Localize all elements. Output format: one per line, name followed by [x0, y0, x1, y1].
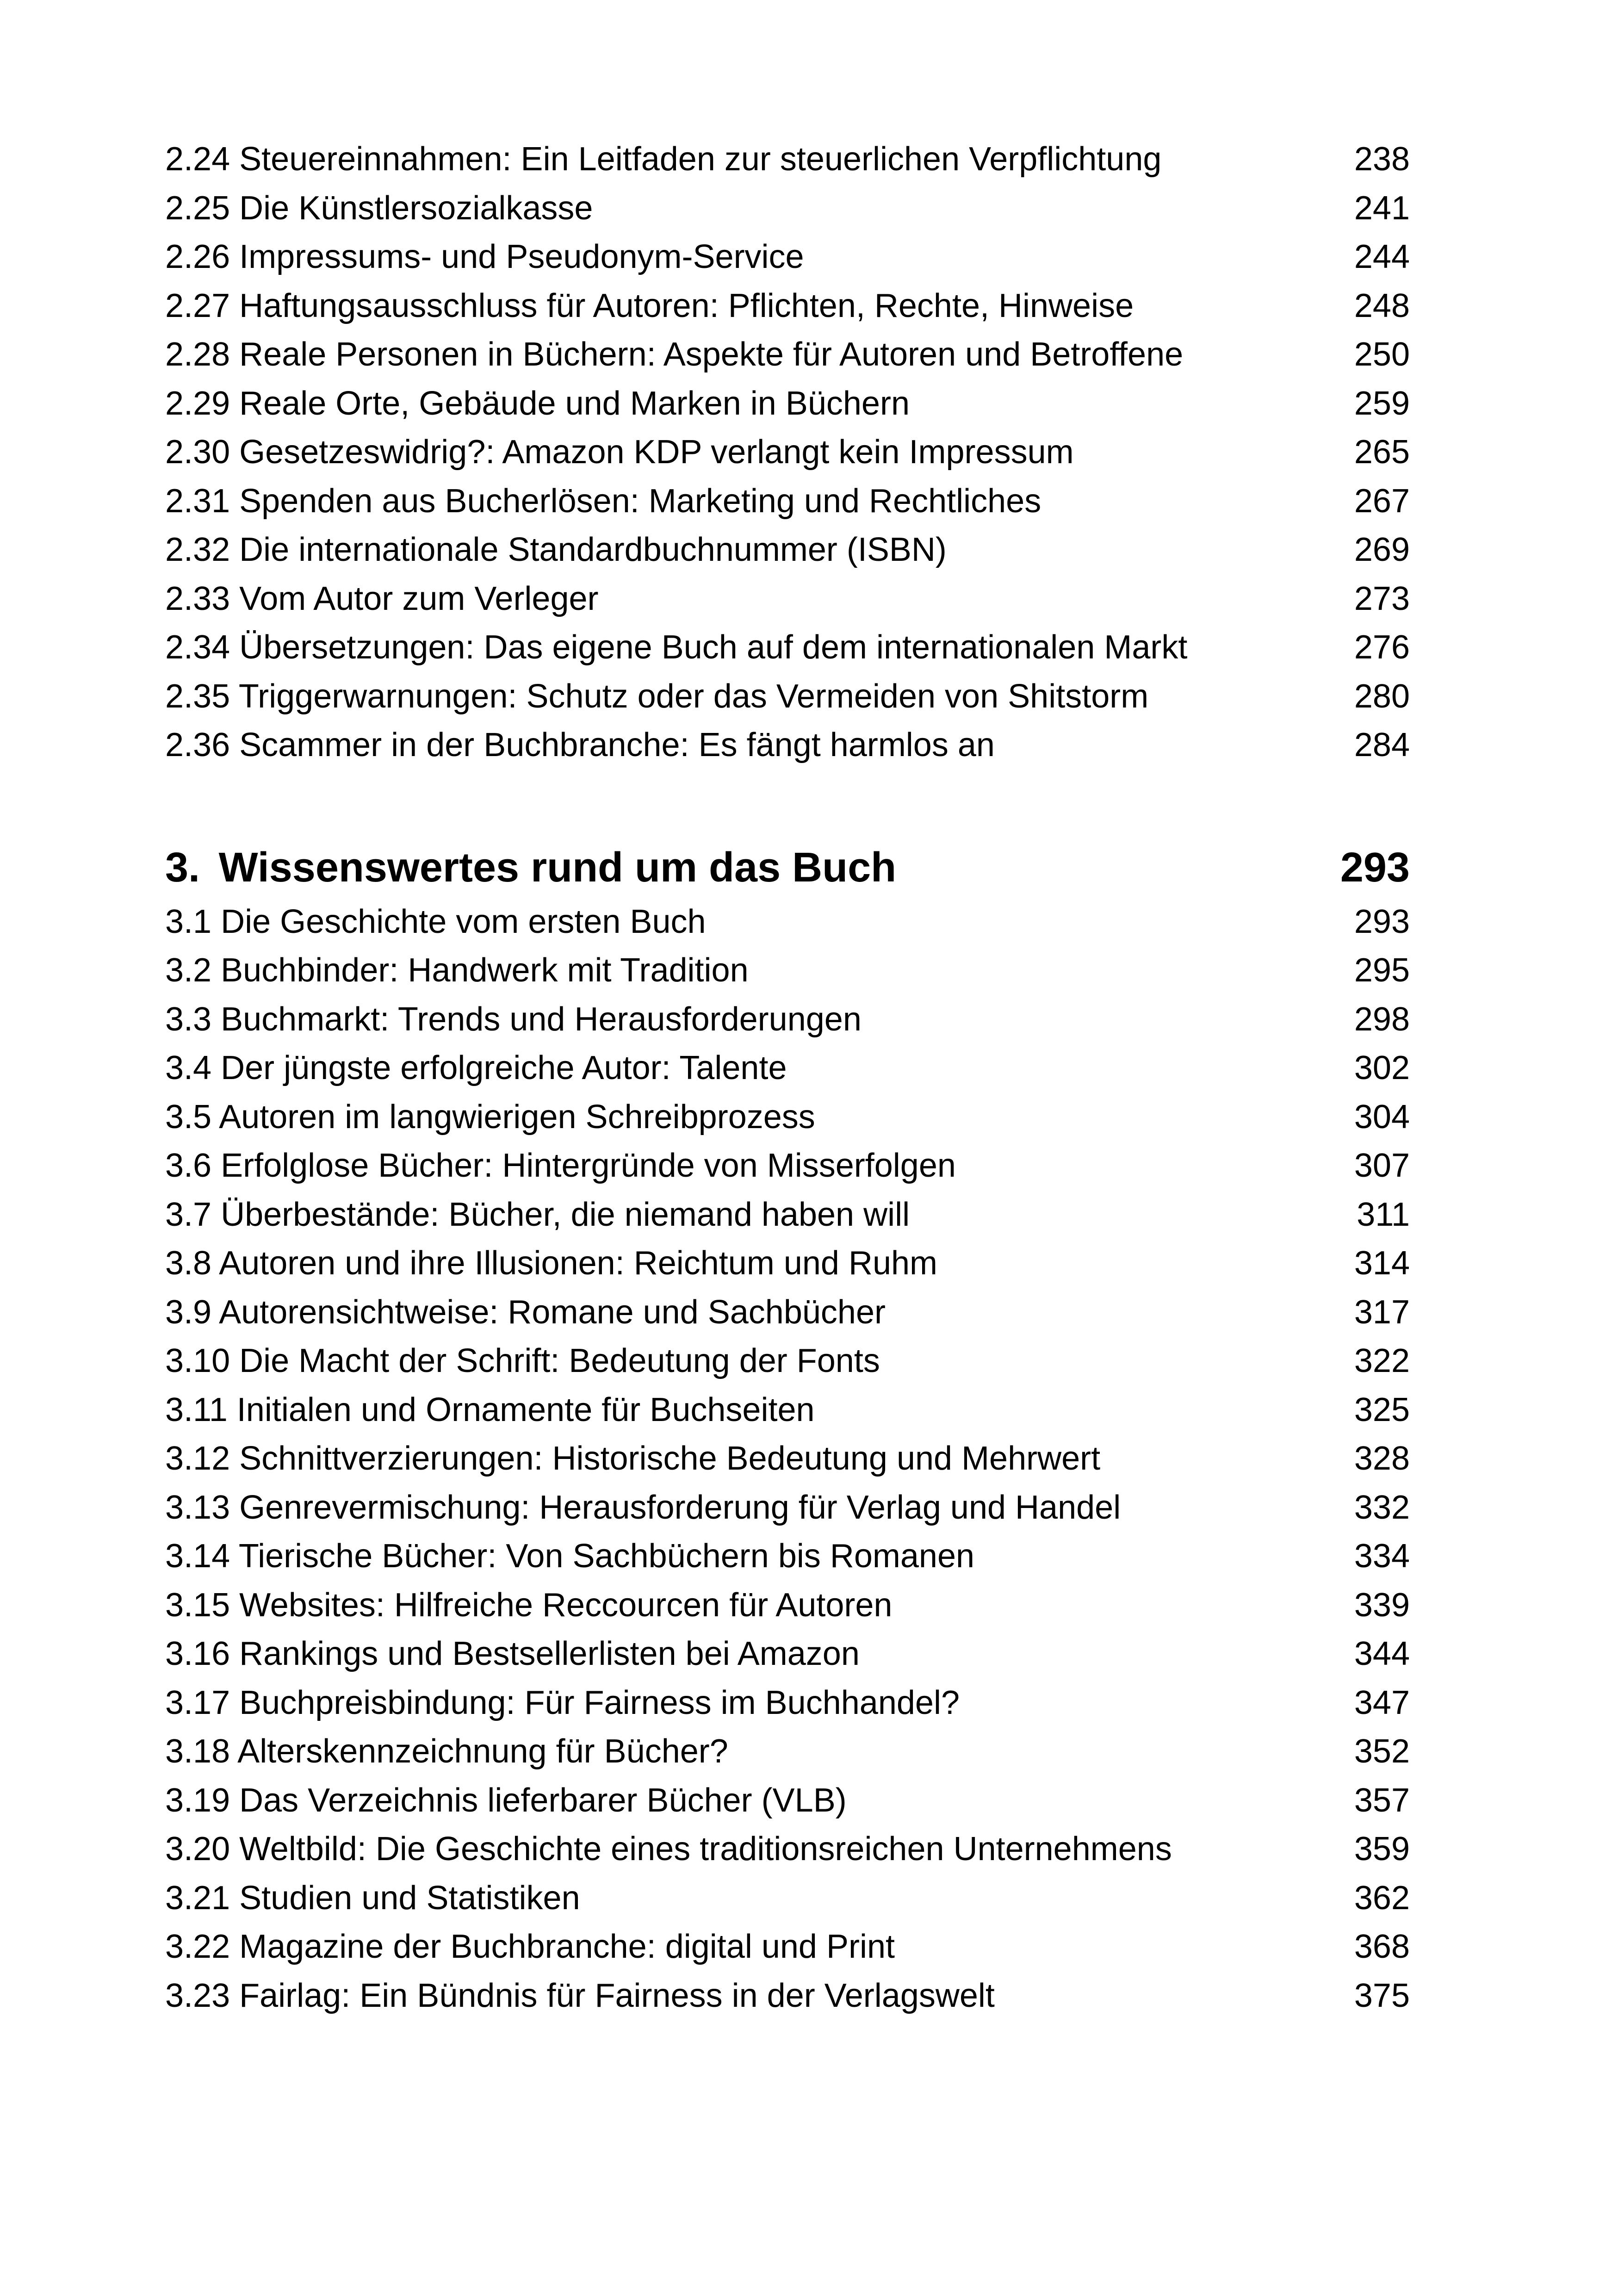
toc-entry-title: 2.34 Übersetzungen: Das eigene Buch auf dem internationalen Markt: [165, 629, 1188, 666]
toc-entry[interactable]: [165, 233, 1410, 282]
toc-entry-page: 339: [1354, 1586, 1410, 1624]
toc-entry-title: 3.2 Buchbinder: Handwerk mit Tradition: [165, 952, 749, 989]
toc-entry-title: 3.8 Autoren und ihre Illusionen: Reichtum und Ruhm: [165, 1245, 938, 1282]
toc-entry-title: 3.5 Autoren im langwierigen Schreibprozess: [165, 1098, 815, 1136]
toc-entry-page: 357: [1354, 1781, 1410, 1819]
toc-entry-title: 3.22 Magazine der Buchbranche: digital und Print: [165, 1928, 895, 1965]
toc-entry-title: 2.28 Reale Personen in Büchern: Aspekte für Autoren und Betroffene: [165, 336, 1184, 373]
toc-entry-page: 368: [1354, 1928, 1410, 1965]
toc-entry[interactable]: [165, 282, 1410, 331]
chapter-title: Wissenswertes rund um das Buch: [218, 844, 897, 891]
toc-entry-page: 267: [1354, 482, 1410, 520]
toc-entry-page: 293: [1354, 903, 1410, 940]
toc-entry-title: 3.10 Die Macht der Schrift: Bedeutung der Fonts: [165, 1342, 880, 1379]
toc-entry-title: 3.18 Alterskennzeichnung für Bücher?: [165, 1733, 728, 1770]
toc-entry[interactable]: [165, 1483, 1410, 1533]
toc-entry[interactable]: [165, 1288, 1410, 1337]
toc-entry-title: 2.36 Scammer in der Buchbranche: Es fängt harmlos an: [165, 726, 995, 763]
chapter-number: 3.: [165, 844, 200, 891]
toc-entry-page: 359: [1354, 1831, 1410, 1868]
toc-entry[interactable]: [165, 526, 1410, 575]
toc-entry-page: 269: [1354, 531, 1410, 568]
toc-entry-page: 332: [1354, 1489, 1410, 1526]
toc-entry-page: 280: [1354, 677, 1410, 715]
toc-entry-title: 2.33 Vom Autor zum Verleger: [165, 580, 599, 617]
toc-entry-title: 3.20 Weltbild: Die Geschichte eines traditionsreichen Unternehmens: [165, 1831, 1172, 1868]
toc-entry-page: 347: [1354, 1684, 1410, 1721]
toc-entry[interactable]: [165, 1434, 1410, 1483]
toc-entry[interactable]: [165, 1239, 1410, 1288]
toc-entry-page: 344: [1354, 1635, 1410, 1672]
toc-entry[interactable]: [165, 623, 1410, 672]
toc-entry[interactable]: [165, 477, 1410, 526]
toc-entry-page: 317: [1354, 1293, 1410, 1331]
toc-entry-page: 250: [1354, 336, 1410, 373]
toc-entry-title: 3.17 Buchpreisbindung: Für Fairness im Buchhandel?: [165, 1684, 960, 1721]
toc-entry-page: 304: [1354, 1098, 1410, 1136]
toc-entry-title: 3.3 Buchmarkt: Trends und Herausforderungen: [165, 1000, 862, 1038]
toc-entry[interactable]: [165, 135, 1410, 184]
toc-entry[interactable]: [165, 1142, 1410, 1191]
toc-entry[interactable]: [165, 1727, 1410, 1776]
chapter-heading[interactable]: [165, 838, 1410, 898]
toc-entry[interactable]: [165, 995, 1410, 1044]
toc-entry-page: 307: [1354, 1147, 1410, 1184]
toc-entry-page: 265: [1354, 434, 1410, 471]
toc-entry-title: 2.26 Impressums- und Pseudonym-Service: [165, 238, 804, 275]
chapter-heading-label: [165, 838, 896, 898]
toc-entry-title: 3.9 Autorensichtweise: Romane und Sachbücher: [165, 1293, 886, 1331]
toc-entry[interactable]: [165, 575, 1410, 624]
section-2-list: [165, 135, 1410, 770]
section-spacer: [165, 770, 1410, 838]
toc-entry-page: 244: [1354, 238, 1410, 275]
toc-entry-title: 2.35 Triggerwarnungen: Schutz oder das Vermeiden von Shitstorm: [165, 677, 1149, 715]
toc-entry-title: 3.16 Rankings und Bestsellerlisten bei Amazon: [165, 1635, 860, 1672]
toc-entry[interactable]: [165, 1825, 1410, 1874]
toc-entry[interactable]: [165, 898, 1410, 947]
toc-entry[interactable]: [165, 672, 1410, 721]
toc-entry-title: 3.1 Die Geschichte vom ersten Buch: [165, 903, 706, 940]
toc-entry[interactable]: [165, 379, 1410, 428]
toc-entry[interactable]: [165, 1874, 1410, 1923]
toc-entry-title: 2.29 Reale Orte, Gebäude und Marken in Büchern: [165, 385, 910, 422]
toc-entry[interactable]: [165, 184, 1410, 233]
toc-entry[interactable]: [165, 1581, 1410, 1630]
toc-entry-page: 302: [1354, 1049, 1410, 1086]
section-3-list: [165, 898, 1410, 2021]
toc-entry-title: 3.15 Websites: Hilfreiche Reccourcen für Autoren: [165, 1586, 893, 1624]
toc-entry-page: 352: [1354, 1733, 1410, 1770]
table-of-contents: [165, 135, 1410, 2020]
toc-entry-page: 259: [1354, 385, 1410, 422]
toc-entry-title: 3.19 Das Verzeichnis lieferbarer Bücher (VLB): [165, 1781, 847, 1819]
toc-entry[interactable]: [165, 946, 1410, 995]
toc-entry-title: 3.4 Der jüngste erfolgreiche Autor: Talente: [165, 1049, 787, 1086]
toc-entry-page: 328: [1354, 1440, 1410, 1477]
toc-entry[interactable]: [165, 1776, 1410, 1825]
toc-entry-page: 248: [1354, 287, 1410, 324]
toc-entry-page: 314: [1354, 1245, 1410, 1282]
toc-entry-title: 3.7 Überbestände: Bücher, die niemand haben will: [165, 1196, 910, 1233]
toc-entry-page: 295: [1354, 952, 1410, 989]
toc-entry[interactable]: [165, 428, 1410, 477]
toc-entry-title: 3.14 Tierische Bücher: Von Sachbüchern bis Romanen: [165, 1538, 975, 1575]
toc-entry[interactable]: [165, 330, 1410, 379]
toc-entry-page: 322: [1354, 1342, 1410, 1379]
toc-entry[interactable]: [165, 1337, 1410, 1386]
toc-entry[interactable]: [165, 1630, 1410, 1679]
toc-entry-title: 2.25 Die Künstlersozialkasse: [165, 189, 593, 227]
toc-entry[interactable]: [165, 1044, 1410, 1093]
toc-entry[interactable]: [165, 1679, 1410, 1728]
toc-entry-page: 298: [1354, 1000, 1410, 1038]
toc-entry-title: 3.23 Fairlag: Ein Bündnis für Fairness in der Verlagswelt: [165, 1977, 995, 2014]
toc-entry-title: 3.11 Initialen und Ornamente für Buchseiten: [165, 1391, 815, 1428]
toc-entry[interactable]: [165, 1093, 1410, 1142]
toc-entry-title: 3.12 Schnittverzierungen: Historische Bedeutung und Mehrwert: [165, 1440, 1101, 1477]
toc-entry-title: 2.31 Spenden aus Bucherlösen: Marketing und Rechtliches: [165, 482, 1041, 520]
toc-entry[interactable]: [165, 1532, 1410, 1581]
toc-entry[interactable]: [165, 1923, 1410, 1972]
toc-entry[interactable]: [165, 1191, 1410, 1240]
toc-entry-page: 241: [1354, 189, 1410, 227]
toc-entry-title: 3.13 Genrevermischung: Herausforderung für Verlag und Handel: [165, 1489, 1121, 1526]
toc-entry-page: 334: [1354, 1538, 1410, 1575]
toc-entry-page: 238: [1354, 141, 1410, 178]
toc-entry-title: 3.21 Studien und Statistiken: [165, 1879, 580, 1917]
toc-entry-page: 362: [1354, 1879, 1410, 1917]
toc-entry-page: 375: [1354, 1977, 1410, 2014]
toc-entry-page: 284: [1354, 726, 1410, 763]
toc-entry-title: 3.6 Erfolglose Bücher: Hintergründe von Misserfolgen: [165, 1147, 956, 1184]
chapter-page: 293: [1340, 844, 1410, 891]
toc-entry[interactable]: [165, 1386, 1410, 1435]
toc-entry[interactable]: [165, 721, 1410, 770]
toc-entry-page: 273: [1354, 580, 1410, 617]
toc-entry-page: 276: [1354, 629, 1410, 666]
toc-entry-title: 2.27 Haftungsausschluss für Autoren: Pflichten, Rechte, Hinweise: [165, 287, 1134, 324]
toc-entry-title: 2.30 Gesetzeswidrig?: Amazon KDP verlangt kein Impressum: [165, 434, 1074, 471]
toc-entry-page: 325: [1354, 1391, 1410, 1428]
toc-entry-title: 2.32 Die internationale Standardbuchnummer (ISBN): [165, 531, 947, 568]
toc-entry-title: 2.24 Steuereinnahmen: Ein Leitfaden zur steuerlichen Verpflichtung: [165, 141, 1162, 178]
toc-entry-page: 311: [1357, 1196, 1410, 1233]
toc-entry[interactable]: [165, 1972, 1410, 2021]
